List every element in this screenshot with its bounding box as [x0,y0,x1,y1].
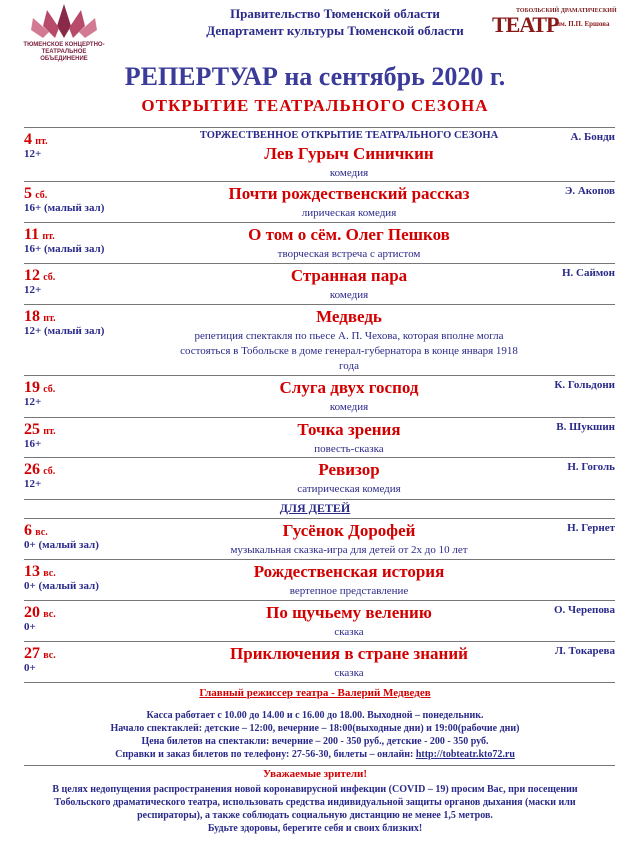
age-rating: 16+ (малый зал) [24,202,105,214]
event-date: 20 вс. [24,604,56,621]
covid-line-1: В целях недопущения распространения новой коронавирусной инфекции (COVID – 19) просим Вас, при посещении [52,784,578,795]
covid-line-2: Тобольского драматического театра, использовать средства индивидуальной защиты органов дыхания (маски или [54,797,576,808]
event-date: 13 вс. [24,563,56,580]
event-genre: репетиция спектакля по пьесе А. П. Чехова, которая вполне могла состояться в Тобольске в доме генерал-губернатора в конце января 1918 года [180,330,518,372]
event-date: 4 пт. [24,131,48,148]
tkto-logo [20,2,108,63]
event-genre: повесть-сказка [314,443,384,455]
page-title: РЕПЕРТУАР на сентябрь 2020 г. [124,62,506,91]
theatre-logo [492,8,617,38]
event-title: Рождественская история [253,562,445,581]
event-author: Н. Саймон [561,267,615,279]
event-date: 26 сб. [24,461,56,478]
logo-caption: ТЮМЕНСКОЕ КОНЦЕРТНО-ТЕАТРАЛЬНОЕ ОБЪЕДИНЕНИЕ [23,42,105,62]
age-rating: 16+ [24,438,42,450]
event-author: Э. Акопов [564,185,615,197]
event-row [24,223,615,263]
event-title: Странная пара [290,266,408,285]
lotus-crown-icon [29,2,99,42]
age-rating: 12+ [24,284,42,296]
event-author: О. Черепова [553,604,615,616]
event-genre: творческая встреча с артистом [277,248,421,260]
event-date: 27 вс. [24,645,56,662]
event-title: Приключения в стране знаний [230,644,468,663]
event-row [24,264,615,304]
event-date: 6 вс. [24,522,48,539]
event-genre: сказка [334,667,364,679]
event-author: В. Шукшин [556,421,615,433]
kids-section-heading: ДЛЯ ДЕТЕЙ [279,501,351,515]
age-rating: 12+ [24,396,42,408]
box-office-hours: Касса работает с 10.00 до 14.00 и с 16.00 до 18.00. Выходной – понедельник. [146,710,484,721]
gov-line-1: Правительство Тюменской области [230,6,440,21]
event-row [24,182,615,222]
dear-viewers: Уважаемые зрители! [262,768,368,780]
event-genre: музыкальная сказка-игра для детей от 2х до 10 лет [230,544,468,556]
contacts-line [0,748,630,761]
event-row [24,560,615,600]
event-genre: комедия [329,167,369,179]
event-row [24,128,615,180]
director-line: Главный режиссер театра - Валерий Медведев [199,687,431,699]
event-row [24,305,615,375]
event-row [24,418,615,457]
event-row [24,601,615,641]
event-genre: комедия [329,401,369,413]
age-rating: 0+ [24,621,36,633]
age-rating: 16+ (малый зал) [24,243,105,255]
government-header [150,5,520,39]
event-title: Точка зрения [297,420,401,439]
gov-line-2: Департамент культуры Тюменской области [206,23,464,38]
event-date: 5 сб. [24,185,48,202]
event-row [24,642,615,682]
season-subtitle: ОТКРЫТИЕ ТЕАТРАЛЬНОГО СЕЗОНА [141,96,489,115]
age-rating: 12+ (малый зал) [24,325,105,337]
event-date: 12 сб. [24,267,56,284]
event-title: О том о сём. Олег Пешков [248,225,450,244]
age-rating: 0+ (малый зал) [24,539,99,551]
event-title: Почти рождественский рассказ [228,184,470,203]
event-author: А. Бонди [570,131,615,143]
event-title: Слуга двух господ [279,378,419,397]
ticket-prices: Цена билетов на спектакли: вечерние – 200 - 350 руб., детские - 200 - 350 руб. [141,736,489,747]
event-genre: лирическая комедия [301,207,397,219]
event-author: Н. Гоголь [567,461,615,473]
covid-line-4: Будьте здоровы, берегите себя и своих близких! [207,823,423,834]
event-date: 19 сб. [24,379,56,396]
theatre-logo-top: ТОБОЛЬСКИЙ ДРАМАТИЧЕСКИЙ [516,8,617,14]
event-row [24,458,615,498]
age-rating: 0+ [24,662,36,674]
event-note: ТОРЖЕСТВЕННОЕ ОТКРЫТИЕ ТЕАТРАЛЬНОГО СЕЗОНА [199,130,499,141]
theatre-logo-main: ТЕАТР [492,12,559,37]
age-rating: 12+ [24,148,42,160]
event-author: Л. Токарева [554,645,615,657]
event-row [24,519,615,559]
event-title: Медведь [316,307,382,326]
event-genre: комедия [329,289,369,301]
start-times: Начало спектаклей: детские – 12:00, вечерние – 18:00(выходные дни) и 19:00(рабочие дни) [110,723,520,734]
theatre-logo-sub: им. П.П. Ершова [556,20,610,28]
event-title: Гусёнок Дорофей [282,521,416,540]
age-rating: 0+ (малый зал) [24,580,99,592]
event-genre: вертепное представление [289,585,409,597]
event-title: Ревизор [318,460,380,479]
event-genre: сатирическая комедия [297,483,401,495]
event-genre: сказка [334,626,364,638]
event-row [24,376,615,417]
covid-line-3: респираторы), а также соблюдать социальную дистанцию не менее 1,5 метров. [137,810,493,821]
phone-text: Справки и заказ билетов по телефону: 27-56-30, билеты – онлайн: [115,749,416,760]
tickets-link[interactable]: http://tobteatr.kto72.ru [415,749,515,760]
event-author: Н. Гернет [567,522,615,534]
event-title: По щучьему велению [266,603,432,622]
event-date: 18 пт. [24,308,56,325]
event-title: Лев Гурыч Синичкин [264,144,434,163]
age-rating: 12+ [24,478,42,490]
event-author: К. Гольдони [554,379,615,391]
event-date: 25 пт. [24,421,56,438]
event-date: 11 пт. [24,226,55,243]
